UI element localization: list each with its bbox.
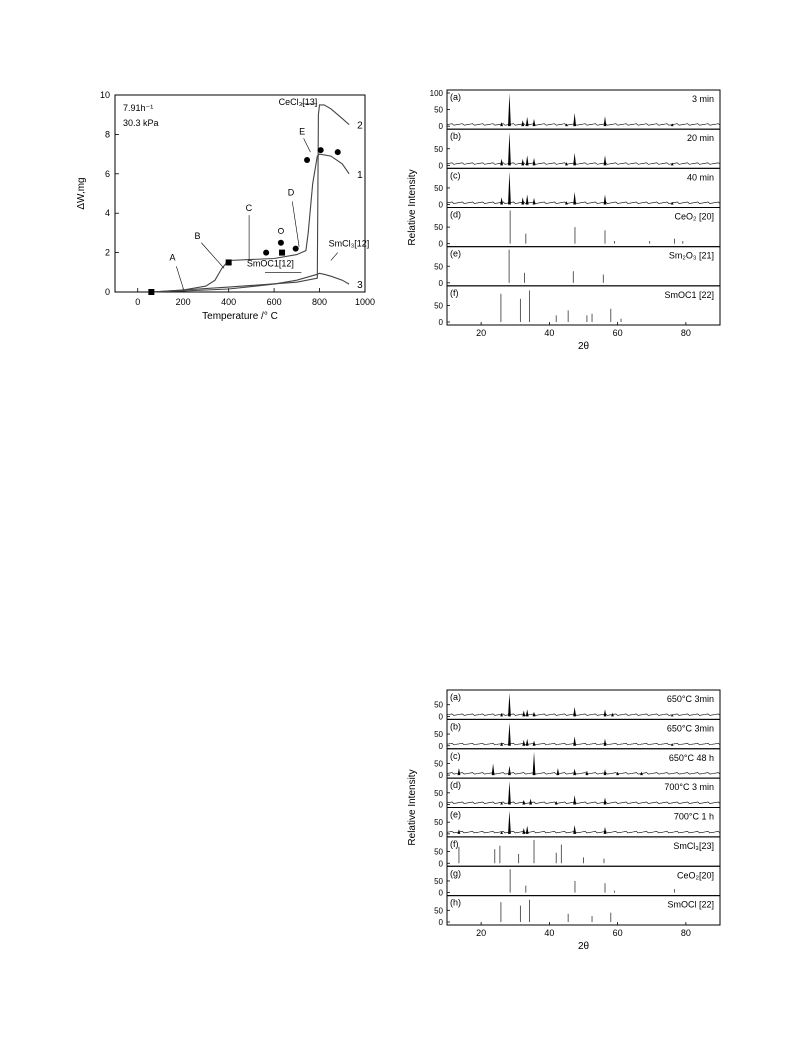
x-tick-label: 40 — [544, 928, 555, 938]
panel-tag: (c) — [450, 170, 461, 181]
pattern-peak — [533, 119, 536, 126]
panel-tag: (c) — [450, 750, 461, 761]
y-tick-label: 50 — [434, 847, 443, 857]
y-tick-label: 0 — [438, 888, 443, 898]
circle-marker — [335, 149, 341, 155]
pattern-peak — [526, 195, 529, 205]
annotation-arrow — [304, 138, 311, 152]
panel-label: SmCl₃[23] — [673, 840, 714, 851]
y-tick-label: 50 — [434, 301, 443, 311]
annotation-label: C — [245, 203, 253, 214]
pattern-baseline — [447, 714, 720, 716]
series-1-label: 1 — [357, 169, 363, 181]
panel-label: SmOCl [22] — [667, 899, 714, 910]
panel-tag: (d) — [450, 780, 461, 791]
pattern-peak — [521, 159, 524, 166]
series-1-line — [151, 154, 349, 292]
x-tick-label: 200 — [175, 297, 191, 307]
x-tick-label: 0 — [135, 297, 141, 307]
y-axis-label: Relative Intensity — [407, 769, 418, 846]
y-tick-label: 10 — [99, 90, 110, 100]
pattern-peak — [573, 769, 576, 776]
y-tick-label: 100 — [429, 89, 443, 98]
y-tick-label: 0 — [438, 318, 443, 327]
pattern-peak — [573, 113, 576, 126]
x-axis-label: 2θ — [577, 941, 590, 952]
pattern-peak — [508, 93, 511, 126]
pattern-peak — [573, 707, 576, 716]
x-tick-label: 1000 — [354, 297, 376, 307]
x-tick-label: 400 — [221, 297, 237, 307]
pattern-peak — [526, 117, 529, 126]
panel-label: Sm₂O₃ [21] — [668, 250, 714, 261]
y-tick-label: 0 — [438, 800, 443, 810]
pattern-peak — [604, 155, 607, 165]
circle-marker — [278, 240, 284, 246]
panel-label: 650°C 3min — [666, 723, 714, 734]
pattern-peak — [526, 826, 529, 834]
pattern-baseline — [447, 124, 720, 126]
xrd-chart-bottom-svg — [405, 685, 725, 955]
condition-label: 7.91h⁻¹ — [123, 103, 154, 113]
x-tick-label: 20 — [476, 328, 487, 338]
annotation-arrow — [292, 201, 299, 246]
pattern-peak — [522, 828, 525, 834]
pattern-peak — [500, 159, 503, 166]
annotation-arrow — [331, 253, 338, 261]
xrd-chart-bottom — [405, 685, 725, 955]
pattern-baseline — [447, 831, 720, 833]
panel-tag: (b) — [450, 131, 461, 142]
pattern-peak — [604, 797, 607, 804]
panel-label: 20 min — [686, 133, 714, 144]
y-tick-label: 0 — [438, 829, 443, 839]
circle-marker — [318, 147, 324, 153]
y-tick-label: 50 — [434, 906, 443, 916]
panel-tag: (f) — [450, 838, 459, 849]
annotation-label: SmOC1[12] — [246, 258, 294, 269]
pattern-peak — [522, 711, 525, 717]
y-tick-label: 6 — [104, 168, 110, 179]
panel-label: CeO₂[20] — [676, 870, 714, 881]
panel-label: 650°C 48 h — [668, 752, 714, 763]
pattern-baseline — [447, 773, 720, 775]
panel-label: 40 min — [686, 172, 714, 183]
x-tick-label: 60 — [612, 928, 623, 938]
y-tick-label: 0 — [438, 278, 443, 288]
pattern-baseline — [447, 802, 720, 804]
pattern-peak — [533, 752, 536, 775]
circle-marker — [263, 250, 269, 256]
pattern-peak — [604, 709, 607, 716]
y-axis-label: Relative Intensity — [407, 169, 418, 246]
panel-frame — [447, 129, 720, 168]
y-tick-label: 0 — [438, 161, 443, 171]
pattern-peak — [533, 158, 536, 165]
pattern-peak — [533, 198, 536, 205]
series-3-label: 3 — [357, 280, 363, 292]
pattern-peak — [604, 827, 607, 834]
pattern-peak — [508, 781, 511, 804]
pattern-peak — [522, 740, 525, 746]
pattern-peak — [526, 155, 529, 165]
annotation-label: CeCl₃[13] — [278, 96, 318, 107]
panel-tag: (b) — [450, 721, 461, 732]
panel-tag: (a) — [450, 92, 461, 102]
pattern-peak — [492, 763, 495, 775]
y-tick-label: 50 — [434, 262, 443, 272]
y-tick-label: 0 — [438, 200, 443, 210]
pattern-peak — [521, 120, 524, 126]
pattern-peak — [458, 768, 461, 775]
square-marker — [226, 259, 232, 265]
pattern-peak — [573, 795, 576, 804]
y-tick-label: 2 — [104, 247, 110, 258]
annotation-label: A — [169, 252, 176, 263]
tga-chart-svg — [70, 80, 380, 355]
xrd-chart-top-svg — [405, 85, 725, 355]
x-tick-label: 600 — [266, 297, 282, 307]
y-tick-label: 8 — [104, 129, 110, 140]
y-tick-label: 0 — [438, 859, 443, 869]
pattern-peak — [604, 195, 607, 205]
pattern-peak — [557, 768, 560, 775]
pattern-peak — [604, 739, 607, 746]
pattern-peak — [573, 825, 576, 834]
y-tick-label: 50 — [434, 759, 443, 769]
panel-tag: (g) — [450, 868, 461, 879]
y-tick-label: 50 — [434, 183, 443, 193]
panel-label: 3 min — [691, 94, 714, 104]
panel-label: 650°C 3min — [666, 694, 714, 704]
x-axis-label: Temperature /° C — [202, 311, 278, 322]
y-tick-label: 0 — [438, 712, 443, 722]
pattern-peak — [529, 799, 532, 805]
y-tick-label: 0 — [438, 771, 443, 781]
pattern-peak — [573, 192, 576, 205]
panel-tag: (a) — [450, 692, 461, 702]
pattern-peak — [526, 709, 529, 716]
panel-label: SmOC1 [22] — [664, 289, 714, 300]
tga-chart — [70, 80, 380, 355]
y-tick-label: 50 — [434, 818, 443, 828]
y-tick-label: 0 — [438, 239, 443, 249]
annotation-arrow — [176, 266, 183, 288]
y-tick-label: 0 — [438, 122, 443, 132]
y-tick-label: 0 — [104, 287, 110, 297]
y-tick-label: 50 — [434, 105, 443, 115]
pattern-peak — [586, 770, 589, 775]
x-tick-label: 20 — [476, 928, 487, 938]
y-tick-label: 0 — [438, 918, 443, 927]
y-tick-label: 50 — [434, 876, 443, 886]
y-tick-label: 50 — [434, 144, 443, 154]
y-axis-label: ΔW,mg — [76, 177, 87, 210]
y-tick-label: 50 — [434, 700, 443, 710]
x-tick-label: 40 — [544, 328, 555, 338]
annotation-label: D — [287, 187, 295, 198]
annotation-arrow — [201, 243, 224, 269]
panel-label: 700°C 1 h — [673, 811, 714, 822]
pattern-peak — [521, 197, 524, 204]
pattern-peak — [508, 766, 511, 775]
panel-frame — [447, 90, 720, 129]
y-tick-label: 50 — [434, 730, 443, 740]
pattern-baseline — [447, 743, 720, 745]
x-tick-label: 80 — [680, 928, 691, 938]
pattern-peak — [573, 153, 576, 166]
panel-tag: (f) — [450, 287, 459, 298]
xrd-chart-top — [405, 85, 725, 355]
y-tick-label: 0 — [438, 741, 443, 751]
pattern-baseline — [447, 163, 720, 165]
panel-tag: (h) — [450, 897, 461, 908]
y-tick-label: 50 — [434, 223, 443, 233]
pattern-peak — [526, 739, 529, 746]
annotation-label: SmCl₃[12] — [328, 238, 370, 249]
annotation-label: E — [299, 126, 306, 137]
square-marker — [148, 289, 154, 295]
y-tick-label: 4 — [104, 208, 110, 219]
panel-tag: (d) — [450, 209, 461, 220]
panel-frame — [447, 168, 720, 207]
circle-marker — [293, 246, 299, 252]
y-tick-label: 50 — [434, 788, 443, 798]
x-axis-label: 2θ — [577, 341, 590, 352]
pattern-baseline — [447, 202, 720, 204]
pattern-peak — [508, 722, 511, 745]
pattern-peak — [508, 171, 511, 204]
annotation-label: B — [194, 230, 201, 241]
square-marker — [279, 250, 285, 256]
condition-label: 30.3 kPa — [123, 118, 159, 128]
panel-label: 700°C 3 min — [664, 782, 714, 793]
series-2-label: 2 — [357, 120, 363, 132]
pattern-peak — [500, 197, 503, 204]
pattern-peak — [573, 736, 576, 745]
circle-marker — [304, 157, 310, 163]
pattern-peak — [604, 116, 607, 126]
x-tick-label: 80 — [680, 328, 691, 338]
panel-tag: (e) — [450, 809, 461, 820]
pattern-peak — [508, 132, 511, 165]
x-tick-label: 800 — [312, 297, 328, 307]
x-tick-label: 60 — [612, 328, 623, 338]
pattern-peak — [508, 693, 511, 716]
pattern-peak — [508, 811, 511, 834]
pattern-peak — [604, 769, 607, 775]
panel-tag: (e) — [450, 248, 461, 259]
open-circle-marker — [278, 228, 283, 233]
panel-label: CeO₂ [20] — [674, 211, 714, 222]
